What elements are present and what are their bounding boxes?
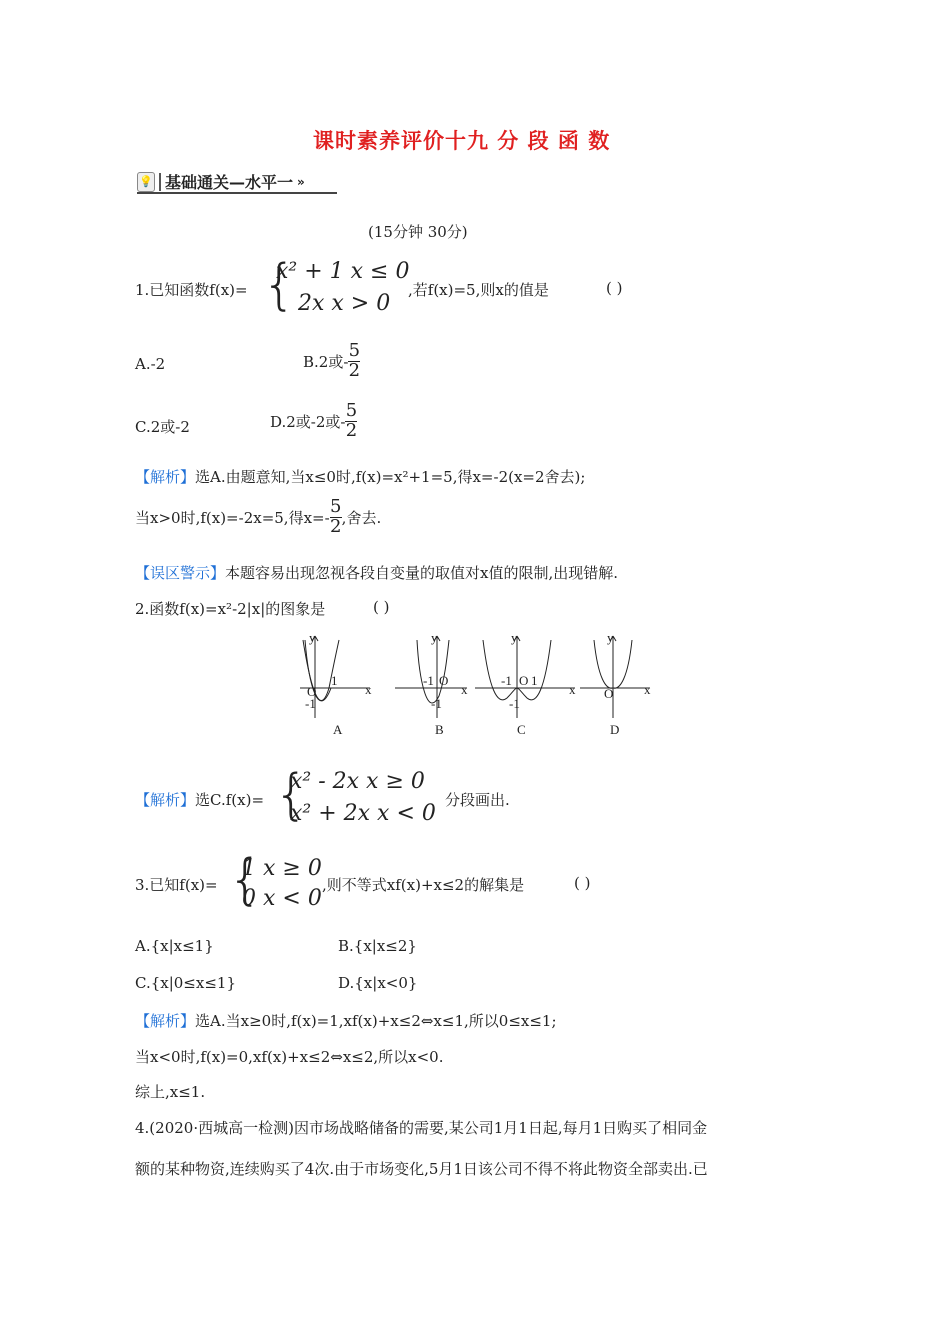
q2-stem: 2.函数f(x)=x²-2|x|的图象是 <box>135 600 326 618</box>
q1-analysis-line2 <box>135 498 381 537</box>
svg-text:-1: -1 <box>423 673 434 688</box>
fraction <box>330 498 342 537</box>
graph-b <box>395 630 468 737</box>
svg-text:x: x <box>644 682 651 697</box>
svg-text:y: y <box>309 630 316 645</box>
svg-text:x: x <box>461 682 468 697</box>
svg-text:1: 1 <box>331 673 338 688</box>
fraction <box>345 402 357 441</box>
q3-suffix: ,则不等式xf(x)+x≤2的解集是 <box>322 876 525 894</box>
svg-text:-1: -1 <box>431 696 442 711</box>
graph-label-a: A <box>333 722 343 737</box>
q1-option-b-text: B.2或- <box>303 352 349 371</box>
q3-option-c: C.{x|0≤x≤1} <box>135 974 236 992</box>
frac-den: 2 <box>348 359 361 381</box>
analysis-text: ,舍去. <box>341 508 382 527</box>
analysis-text: 选A.由题意知,当x≤0时,f(x)=x²+1=5,得x=-2(x=2舍去); <box>195 468 586 486</box>
q2-graphs <box>295 628 660 740</box>
analysis-text: 当x>0时,f(x)=-2x=5,得x=- <box>135 508 330 527</box>
q3-option-d: D.{x|x<0} <box>338 974 418 992</box>
q3-analysis-line1 <box>135 1010 557 1031</box>
svg-text:-1: -1 <box>305 696 316 711</box>
q3-analysis-line3: 综上,x≤1. <box>135 1083 206 1101</box>
q4-line2: 额的某种物资,连续购买了4次.由于市场变化,5月1日该公司不得不将此物资全部卖出.已 <box>135 1160 708 1178</box>
svg-text:y: y <box>607 630 614 645</box>
q3-paren: ( ) <box>574 874 591 892</box>
q1-warning <box>135 562 618 583</box>
analysis-text: 选C.f(x)= <box>195 791 265 809</box>
section-header: 💡 基础通关—水平一 » <box>137 170 305 193</box>
q2-paren: ( ) <box>373 598 390 616</box>
graph-a <box>300 630 372 737</box>
svg-text:O: O <box>519 673 529 688</box>
analysis-tag: 【解析】 <box>135 791 196 809</box>
q1-piece2: 2x x > 0 <box>298 291 391 316</box>
lightbulb-icon: 💡 <box>137 172 155 192</box>
svg-text:y: y <box>431 630 438 645</box>
analysis-tag: 【解析】 <box>135 1012 196 1030</box>
q1-analysis-line1 <box>135 466 585 487</box>
q2-piece1: x² - 2x x ≥ 0 <box>290 769 425 794</box>
graph-label-d: D <box>610 722 620 737</box>
q1-option-d-text: D.2或-2或- <box>270 412 346 431</box>
section-underline <box>137 192 337 194</box>
svg-text:O: O <box>604 686 614 701</box>
q2-brace: { <box>274 763 309 826</box>
svg-text:-1: -1 <box>501 673 512 688</box>
q4-line1: 4.(2020·西城高一检测)因市场战略储备的需要,某公司1月1日起,每月1日购买了相同金 <box>135 1119 708 1137</box>
q1-prefix: 1.已知函数f(x)= <box>135 281 248 299</box>
q1-option-c: C.2或-2 <box>135 418 190 436</box>
analysis-text: 选A.当x≥0时,f(x)=1,xf(x)+x≤2⇔x≤1,所以0≤x≤1; <box>195 1012 557 1030</box>
graph-c <box>475 630 576 737</box>
graph-label-b: B <box>435 722 444 737</box>
section-label: 基础通关—水平一 <box>165 173 294 192</box>
frac-den: 2 <box>345 419 358 441</box>
q1-paren: ( ) <box>606 279 623 297</box>
graph-label-c: C <box>517 722 526 737</box>
fraction <box>348 342 360 381</box>
time-note: (15分钟 30分) <box>368 223 468 241</box>
svg-text:-1: -1 <box>509 696 520 711</box>
q3-prefix: 3.已知f(x)= <box>135 876 218 894</box>
svg-text:O: O <box>439 673 449 688</box>
q3-piece1: 1 x ≥ 0 <box>242 856 322 881</box>
svg-text:1: 1 <box>531 673 538 688</box>
q3-piece2: 0 x < 0 <box>242 886 322 911</box>
svg-text:x: x <box>365 682 372 697</box>
frac-den: 2 <box>329 515 342 537</box>
page-title: 课时素养评价十九 分 段 函 数 <box>313 128 611 153</box>
q3-analysis-line2: 当x<0时,f(x)=0,xf(x)+x≤2⇔x≤2,所以x<0. <box>135 1048 444 1066</box>
q1-brace: { <box>262 253 297 316</box>
q2-analysis-suffix: 分段画出. <box>445 791 510 809</box>
svg-text:O: O <box>307 684 317 699</box>
warning-text: 本题容易出现忽视各段自变量的取值对x值的限制,出现错解. <box>225 564 619 582</box>
q3-option-a: A.{x|x≤1} <box>135 937 214 955</box>
graph-d <box>580 630 651 737</box>
q3-brace: { <box>228 848 263 911</box>
q1-piece1: x² + 1 x ≤ 0 <box>276 259 410 284</box>
q3-option-b: B.{x|x≤2} <box>338 937 417 955</box>
analysis-tag: 【解析】 <box>135 468 196 486</box>
q1-option-a: A.-2 <box>135 355 166 373</box>
frac-num: 5 <box>329 496 342 517</box>
frac-num: 5 <box>348 340 361 361</box>
frac-num: 5 <box>345 400 358 421</box>
q2-analysis-prefix <box>135 789 264 810</box>
q1-suffix: ,若f(x)=5,则x的值是 <box>408 281 549 299</box>
q1-option-b <box>303 342 360 381</box>
warning-tag: 【误区警示】 <box>135 564 226 582</box>
q1-option-d <box>270 402 357 441</box>
svg-text:x: x <box>569 682 576 697</box>
svg-text:y: y <box>511 630 518 645</box>
q2-piece2: x² + 2x x < 0 <box>290 801 436 826</box>
